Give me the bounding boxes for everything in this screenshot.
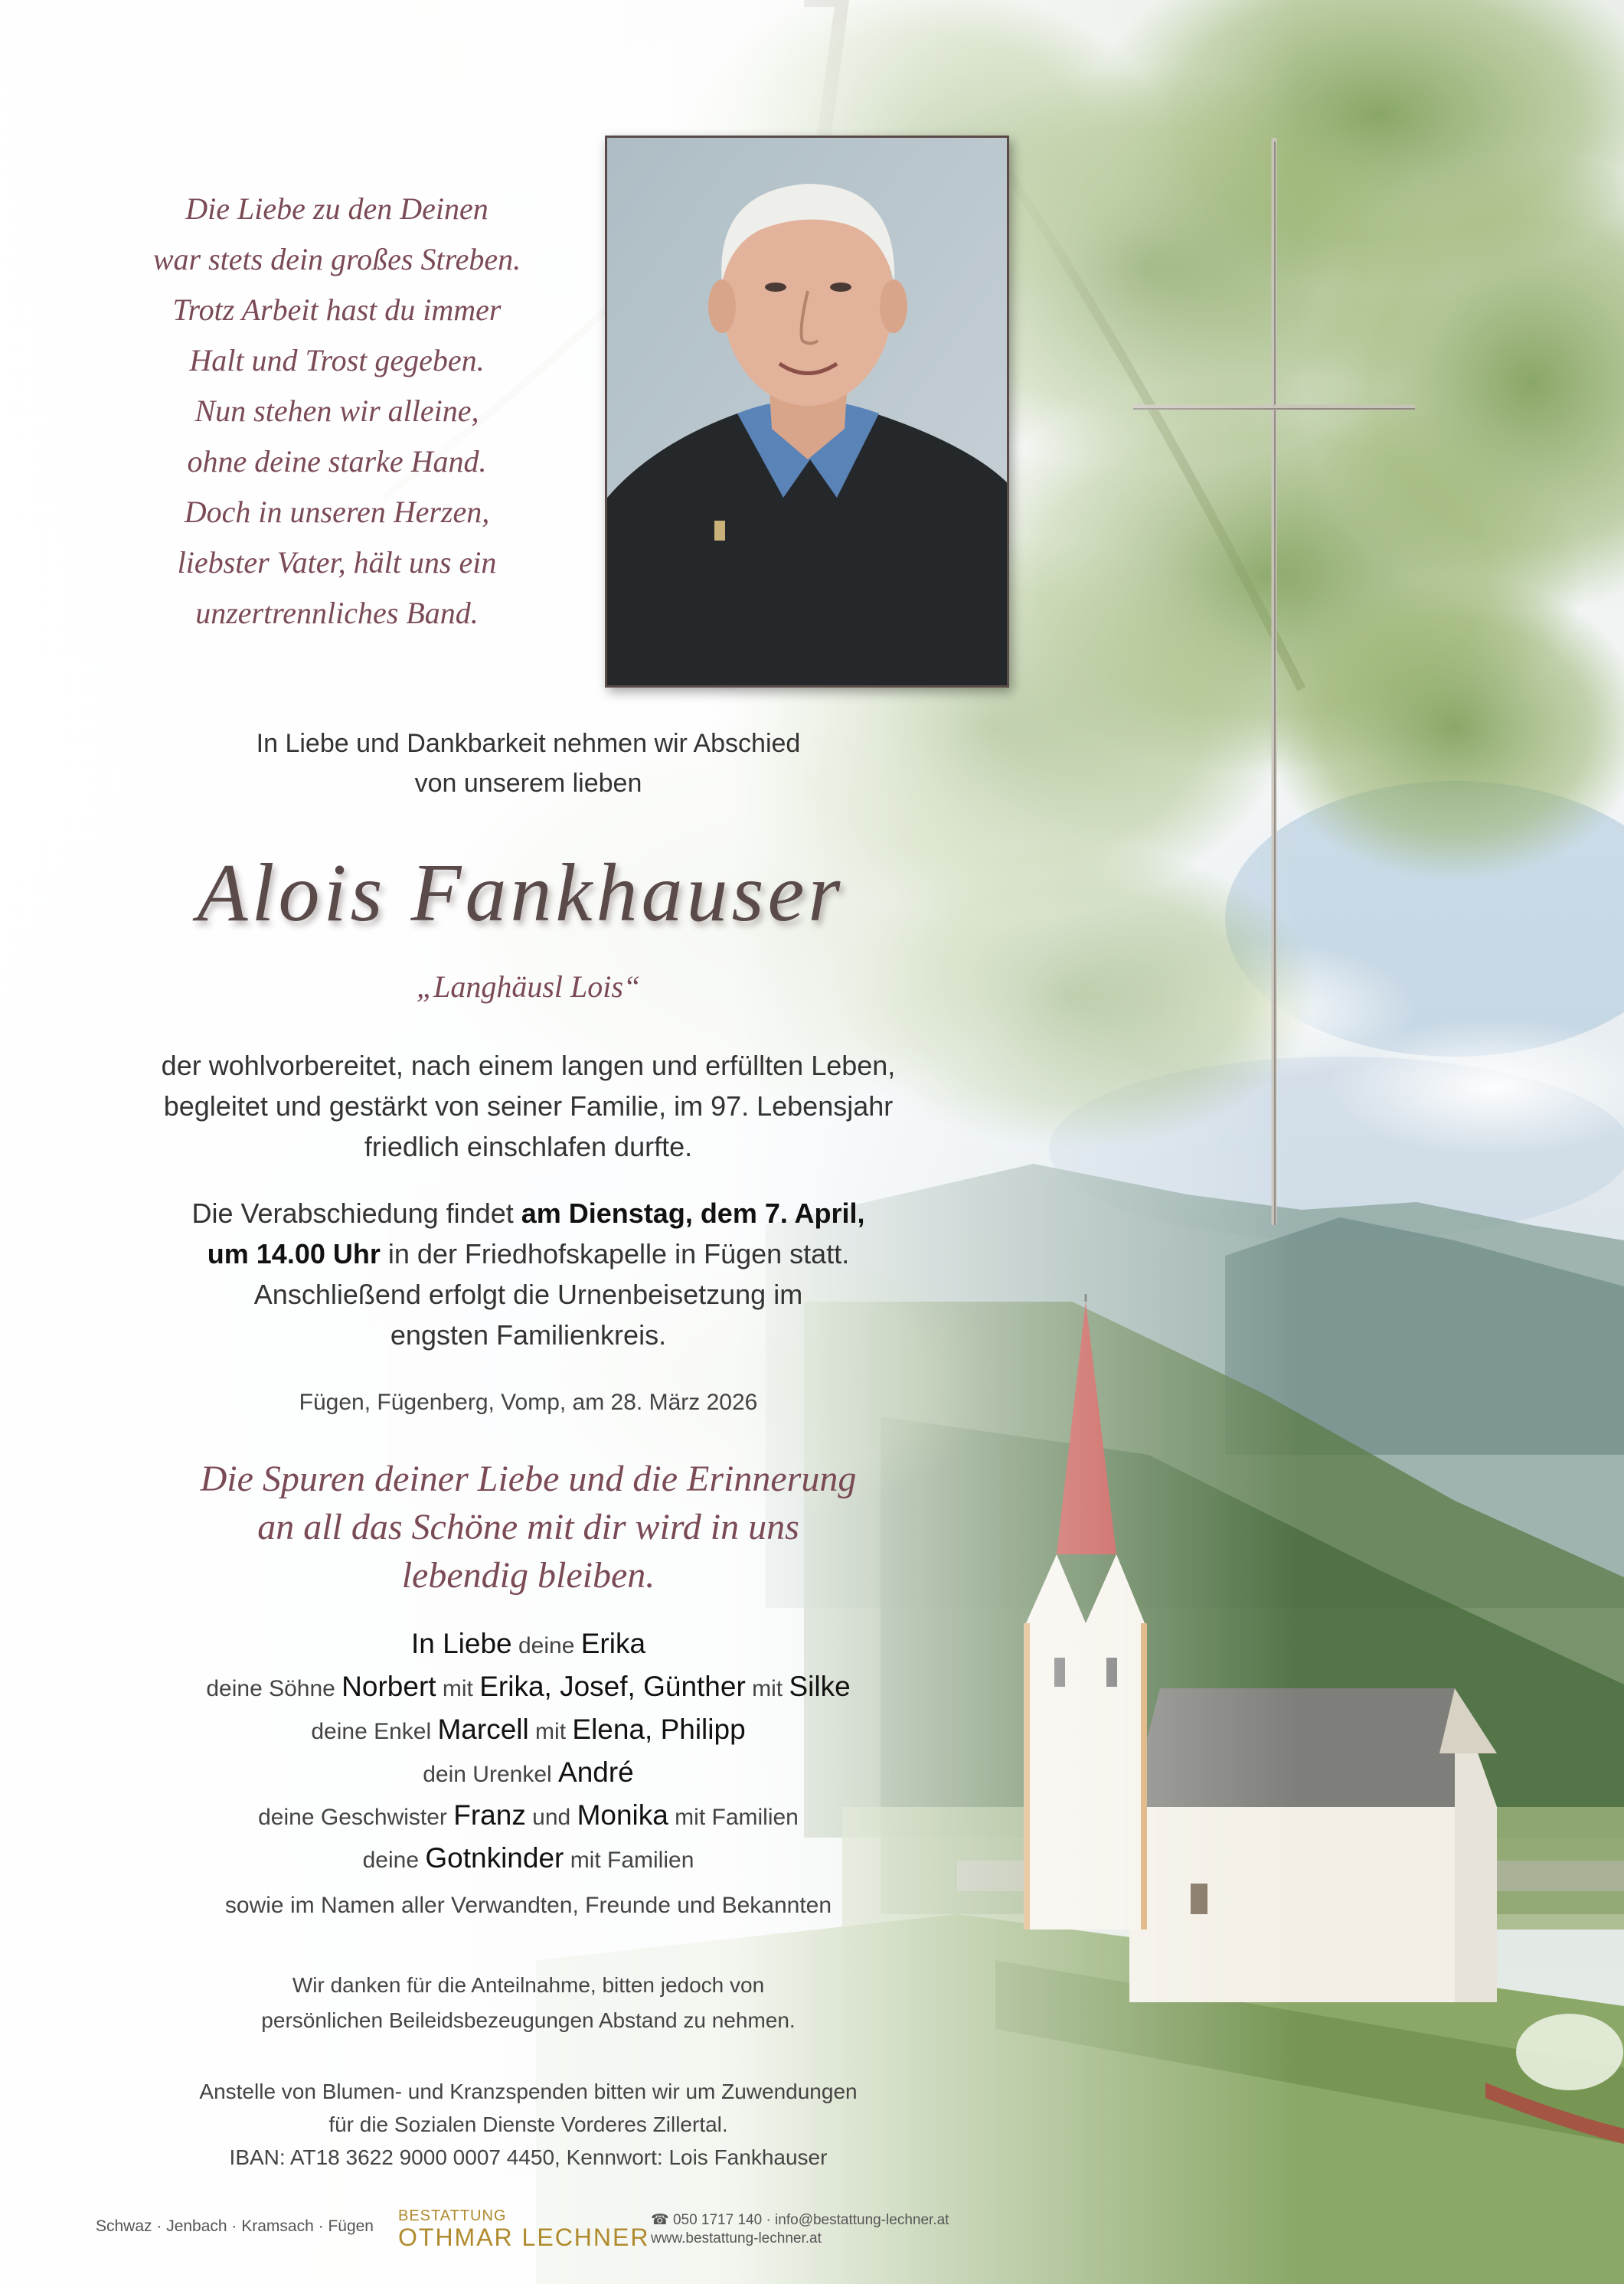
poem-line: Nun stehen wir alleine,	[194, 394, 479, 428]
thanks-line: Wir danken für die Anteilnahme, bitten jedoch von	[292, 1973, 765, 1997]
family-text: mit	[745, 1676, 789, 1701]
thanks-line: persönlichen Beileidsbezeugungen Abstand zu nehmen.	[261, 2008, 796, 2032]
family-row	[115, 1623, 942, 1666]
quote-line: lebendig bleiben.	[401, 1555, 655, 1596]
poem-line: Die Liebe zu den Deinen	[185, 191, 489, 226]
family-row	[115, 1666, 942, 1709]
passing-text	[115, 1045, 942, 1167]
logo-small-text: BESTATTUNG	[398, 2207, 507, 2224]
ceremony-text-part: in der Friedhofskapelle in Fügen statt.	[380, 1238, 850, 1269]
family-text: deine	[362, 1848, 426, 1873]
contact-phone-email[interactable]: ☎ 050 1717 140 · info@bestattung-lechner.at	[651, 2212, 949, 2228]
family-label: In Liebe	[410, 1628, 512, 1659]
donation-text	[115, 2075, 942, 2174]
family-member: Silke	[789, 1671, 851, 1702]
ceremony-text-part: Die Verabschiedung findet	[191, 1198, 521, 1229]
family-member: Franz	[453, 1799, 526, 1831]
family-row	[115, 1795, 942, 1838]
intro-line: von unserem lieben	[414, 769, 642, 798]
family-member: Norbert	[341, 1671, 436, 1702]
family-text: deine	[511, 1633, 581, 1658]
poem-line: ohne deine starke Hand.	[187, 444, 487, 479]
portrait-photo	[605, 136, 1009, 688]
quote-line: Die Spuren deiner Liebe und die Erinnerung	[200, 1459, 857, 1499]
family-row	[115, 1709, 942, 1752]
family-member: Marcell	[437, 1714, 529, 1745]
family-text: dein Urenkel	[423, 1762, 559, 1787]
family-row	[115, 1838, 942, 1880]
ceremony-line: Anschließend erfolgt die Urnenbeisetzung im	[253, 1279, 803, 1310]
family-text: mit	[528, 1719, 573, 1744]
donation-iban: IBAN: AT18 3622 9000 0007 4450, Kennwort: Lois Fankhauser	[229, 2145, 828, 2169]
family-member: Erika	[580, 1628, 646, 1659]
family-member: André	[558, 1756, 634, 1788]
deceased-name: Alois Fankhauser	[197, 848, 845, 939]
family-member: Gotnkinder	[425, 1842, 564, 1874]
poem-line: war stets dein großes Streben.	[152, 242, 521, 276]
family-text: und	[525, 1805, 577, 1830]
place-date: Fügen, Fügenberg, Vomp, am 28. März 2026	[299, 1390, 758, 1415]
passing-line: begleitet und gestärkt von seiner Familie, im 97. Lebensjahr	[163, 1090, 894, 1122]
intro-line: In Liebe und Dankbarkeit nehmen wir Abschied	[256, 729, 801, 758]
ceremony-line	[115, 1193, 942, 1233]
contact-website[interactable]: www.bestattung-lechner.at	[651, 2230, 822, 2246]
intro-text	[153, 724, 903, 803]
ceremony-date: am Dienstag, dem 7. April,	[521, 1198, 865, 1229]
thanks-text	[115, 1968, 942, 2038]
logo-big-text: OTHMAR LECHNER	[398, 2224, 650, 2251]
family-row	[115, 1752, 942, 1795]
footer-locations: Schwaz · Jenbach · Kramsach · Fügen	[96, 2217, 374, 2235]
family-text: deine Söhne	[206, 1676, 342, 1701]
donation-line: für die Sozialen Dienste Vorderes Zillertal.	[328, 2112, 728, 2136]
family-member: Monika	[577, 1799, 668, 1831]
poem-line: unzertrennliches Band.	[195, 596, 479, 630]
poem-line: liebster Vater, hält uns ein	[177, 545, 497, 580]
family-text: deine Enkel	[311, 1719, 438, 1744]
family-text: deine Geschwister	[258, 1805, 454, 1830]
ceremony-line: engsten Familienkreis.	[390, 1319, 667, 1351]
passing-line: friedlich einschlafen durfte.	[364, 1131, 693, 1162]
ceremony-time: um 14.00 Uhr	[207, 1238, 381, 1269]
funeral-home-logo	[398, 2207, 649, 2250]
memorial-quote	[115, 1455, 942, 1599]
family-text: mit Familien	[564, 1848, 694, 1873]
poem	[69, 184, 605, 639]
ceremony-text	[115, 1193, 942, 1355]
family-text: mit Familien	[668, 1805, 799, 1830]
deceased-nickname: „Langhäusl Lois“	[416, 969, 641, 1004]
quote-line: an all das Schöne mit dir wird in uns	[257, 1507, 799, 1547]
family-text: mit	[436, 1676, 480, 1701]
poem-line: Halt und Trost gegeben.	[189, 343, 485, 377]
ceremony-line	[115, 1233, 942, 1274]
relatives-note: sowie im Namen aller Verwandten, Freunde und Bekannten	[224, 1893, 832, 1918]
family-member: Elena, Philipp	[572, 1714, 746, 1745]
poem-line: Doch in unseren Herzen,	[184, 495, 490, 529]
family-list	[115, 1623, 942, 1880]
footer-contact	[651, 2211, 949, 2248]
family-member: Erika, Josef, Günther	[479, 1671, 746, 1702]
poem-line: Trotz Arbeit hast du immer	[172, 292, 502, 327]
passing-line: der wohlvorbereitet, nach einem langen und erfüllten Leben,	[161, 1050, 896, 1081]
donation-line: Anstelle von Blumen- und Kranzspenden bitten wir um Zuwendungen	[199, 2080, 858, 2103]
